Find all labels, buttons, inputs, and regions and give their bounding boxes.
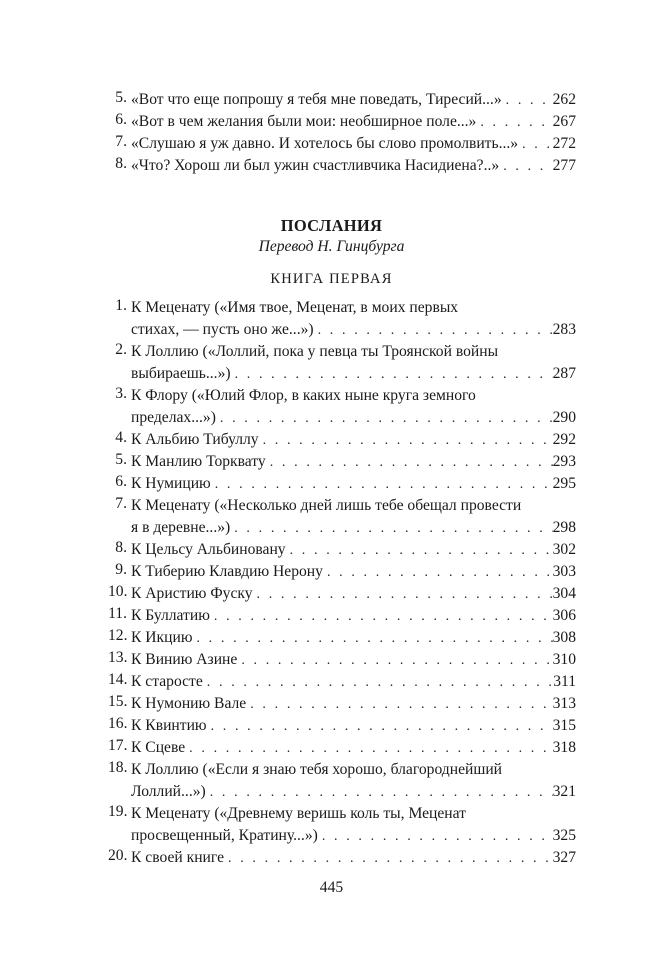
entry-page-number: 310 — [552, 651, 576, 668]
entry-page-number: 293 — [552, 453, 576, 470]
entry-title: К Икцию — [131, 629, 193, 646]
entry-number: 8. — [115, 155, 127, 172]
entry-last-line — [131, 649, 576, 671]
dot-leader — [203, 672, 553, 693]
entry-title: «Вот в чем желания были мои: необширное поле...» — [131, 113, 477, 130]
entry-number: 3. — [115, 385, 127, 402]
entry-page-number: 303 — [552, 563, 576, 580]
entry-last-line — [131, 605, 576, 627]
entry-page-number: 325 — [552, 827, 576, 844]
toc-entry — [108, 737, 576, 759]
toc-entry — [108, 539, 576, 561]
entry-number: 18. — [108, 759, 128, 776]
entry-title-first-line: К Лоллию («Лоллий, пока у певца ты Троянской войны — [131, 343, 499, 360]
entry-title: стихах, — пусть оно же...») — [131, 321, 314, 338]
entry-last-line — [131, 539, 576, 561]
dot-leader — [206, 782, 553, 803]
entry-title: просвещенный, Кратину...») — [131, 827, 318, 844]
dot-leader — [323, 562, 553, 583]
entry-last-line — [131, 561, 576, 583]
toc-entry — [108, 715, 576, 737]
entry-title: выбираешь...») — [131, 365, 231, 382]
entry-last-line — [131, 627, 576, 649]
entry-page-number: 295 — [552, 475, 576, 492]
entry-page-number: 318 — [552, 739, 576, 756]
dot-leader — [246, 694, 552, 715]
entry-last-line — [131, 133, 576, 155]
satires-contents-tail — [108, 89, 576, 177]
entry-last-line — [131, 319, 576, 341]
dot-leader — [192, 628, 552, 649]
toc-entry — [108, 759, 576, 803]
entry-page-number: 302 — [552, 541, 576, 558]
toc-entry — [108, 111, 576, 133]
dot-leader — [237, 650, 552, 671]
dot-leader — [318, 826, 553, 847]
dot-leader — [286, 540, 553, 561]
entry-title: К Буллатию — [131, 607, 210, 624]
toc-entry — [108, 627, 576, 649]
dot-leader — [253, 584, 553, 605]
dot-leader — [259, 430, 553, 451]
entry-number: 14. — [108, 671, 128, 688]
entry-number: 2. — [115, 341, 127, 358]
entry-page-number: 287 — [552, 365, 576, 382]
entry-title: К Манлию Торквату — [131, 453, 266, 470]
entry-last-line — [131, 155, 576, 177]
entry-number: 8. — [115, 539, 127, 556]
entry-last-line — [131, 89, 576, 111]
toc-entry — [108, 473, 576, 495]
translator-line: Перевод Н. Гинцбурга — [258, 238, 405, 255]
toc-entry — [108, 133, 576, 155]
entry-number: 16. — [108, 715, 128, 732]
entry-page-number: 315 — [552, 717, 576, 734]
dot-leader — [216, 408, 553, 429]
entry-last-line — [131, 671, 576, 693]
toc-entry — [108, 803, 576, 847]
entry-number: 20. — [108, 847, 128, 864]
entry-title: пределах...») — [131, 409, 216, 426]
entry-page-number: 321 — [552, 783, 576, 800]
toc-entry — [108, 495, 576, 539]
entry-title: «Что? Хорош ли был ужин счастливчика Насидиена?..» — [131, 157, 500, 174]
entry-page-number: 290 — [552, 409, 576, 426]
entry-number: 15. — [108, 693, 128, 710]
toc-entry — [108, 89, 576, 111]
section-title: ПОСЛАНИЯ — [280, 216, 383, 235]
entry-number: 11. — [108, 605, 127, 622]
dot-leader — [518, 134, 553, 155]
page-number: 445 — [319, 879, 344, 896]
entry-number: 9. — [115, 561, 127, 578]
entry-page-number: 313 — [552, 695, 576, 712]
dot-leader — [210, 606, 553, 627]
entry-title: К Нумицию — [131, 475, 211, 492]
toc-entry — [108, 155, 576, 177]
entry-title: К Винию Азине — [131, 651, 238, 668]
toc-entry — [108, 649, 576, 671]
entry-number: 17. — [108, 737, 128, 754]
entry-number: 12. — [108, 627, 128, 644]
entry-last-line — [131, 111, 576, 133]
dot-leader — [185, 738, 552, 759]
entry-page-number: 277 — [552, 157, 576, 174]
toc-entry — [108, 297, 576, 341]
dot-leader — [499, 156, 552, 177]
entry-last-line — [131, 583, 576, 605]
entry-title: К Нумонию Вале — [131, 695, 247, 712]
entry-number: 6. — [115, 111, 127, 128]
entry-number: 4. — [115, 429, 127, 446]
entry-title: я в деревне...») — [131, 519, 231, 536]
toc-entry — [108, 561, 576, 583]
entry-title-first-line: К Меценату («Имя твое, Меценат, в моих первых — [131, 299, 459, 316]
entry-page-number: 308 — [552, 629, 576, 646]
entry-page-number: 292 — [552, 431, 576, 448]
toc-entry — [108, 451, 576, 473]
entry-title: К Тиберию Клавдию Нерону — [131, 563, 323, 580]
dot-leader — [314, 320, 553, 341]
entry-title: «Вот что еще попрошу я тебя мне поведать, Тиресий...» — [131, 91, 502, 108]
dot-leader — [231, 364, 553, 385]
dot-leader — [502, 90, 553, 111]
entry-page-number: 304 — [552, 585, 576, 602]
entry-page-number: 306 — [552, 607, 576, 624]
entry-last-line — [131, 451, 576, 473]
entry-last-line — [131, 429, 576, 451]
toc-entry — [108, 671, 576, 693]
entry-title: К Альбию Тибуллу — [131, 431, 259, 448]
entry-title-first-line: К Меценату («Несколько дней лишь тебе обещал провести — [131, 497, 522, 514]
entry-page-number: 283 — [552, 321, 576, 338]
dot-leader — [211, 474, 553, 495]
entry-page-number: 298 — [552, 519, 576, 536]
toc-entry — [108, 341, 576, 385]
entry-title: К Квинтию — [131, 717, 207, 734]
entry-number: 7. — [115, 133, 127, 150]
entry-title-first-line: К Меценату («Древнему веришь коль ты, Меценат — [131, 805, 466, 822]
entry-page-number: 272 — [552, 135, 576, 152]
entry-last-line — [131, 737, 576, 759]
entry-page-number: 311 — [553, 673, 576, 690]
entry-last-line — [131, 473, 576, 495]
entry-title: К своей книге — [131, 849, 225, 866]
dot-leader — [224, 848, 553, 869]
entry-last-line — [131, 847, 576, 869]
entry-page-number: 327 — [552, 849, 576, 866]
toc-entry — [108, 385, 576, 429]
entry-title: К старосте — [131, 673, 203, 690]
entry-title: «Слушаю я уж давно. И хотелось бы слово промолвить...» — [131, 135, 519, 152]
entry-number: 5. — [115, 451, 127, 468]
entry-title-first-line: К Лоллию («Если я знаю тебя хорошо, благороднейший — [131, 761, 503, 778]
entry-number: 19. — [108, 803, 128, 820]
dot-leader — [230, 518, 552, 539]
entry-last-line — [131, 781, 576, 803]
entry-number: 10. — [108, 583, 128, 600]
entry-last-line — [131, 363, 576, 385]
book-title: КНИГА ПЕРВАЯ — [270, 271, 393, 287]
entry-number: 5. — [115, 89, 127, 106]
entry-last-line — [131, 407, 576, 429]
entry-title: К Сцеве — [131, 739, 186, 756]
entry-last-line — [131, 715, 576, 737]
entry-number: 1. — [115, 297, 127, 314]
entry-number: 6. — [115, 473, 127, 490]
dot-leader — [476, 112, 552, 133]
entry-last-line — [131, 517, 576, 539]
entry-title: Лоллий...») — [131, 783, 206, 800]
toc-entry — [108, 605, 576, 627]
entry-title: К Цельсу Альбиновану — [131, 541, 286, 558]
entry-last-line — [131, 693, 576, 715]
toc-entry — [108, 429, 576, 451]
epistles-contents — [108, 297, 576, 869]
entry-number: 7. — [115, 495, 127, 512]
entry-title: К Аристию Фуску — [131, 585, 253, 602]
entry-title-first-line: К Флору («Юлий Флор, в каких ныне круга земного — [131, 387, 476, 404]
dot-leader — [207, 716, 553, 737]
toc-entry — [108, 693, 576, 715]
entry-last-line — [131, 825, 576, 847]
dot-leader — [266, 452, 553, 473]
toc-entry — [108, 847, 576, 869]
entry-page-number: 262 — [552, 91, 576, 108]
entry-page-number: 267 — [552, 113, 576, 130]
entry-number: 13. — [108, 649, 128, 666]
toc-entry — [108, 583, 576, 605]
